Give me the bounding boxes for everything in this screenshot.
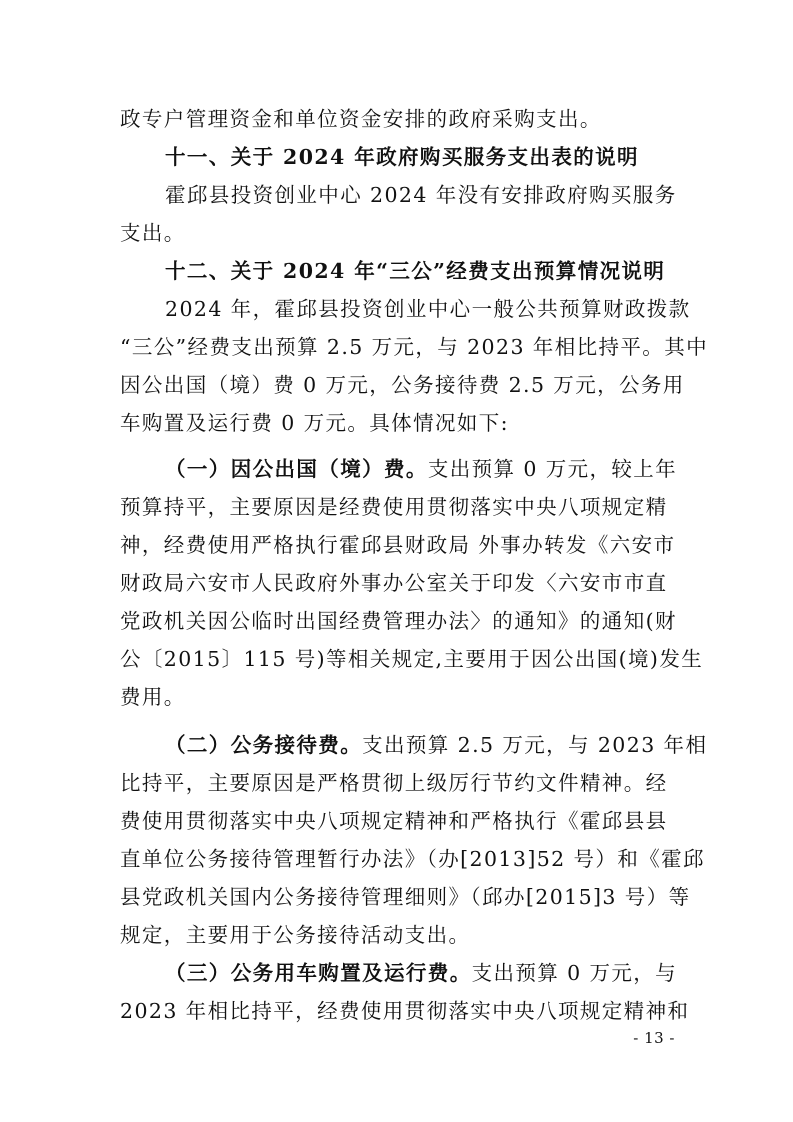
page-number: - 13 - <box>633 1029 675 1047</box>
body-line-19: 费使用贯彻落实中央八项规定精神和严格执行《霍邱县县 <box>120 809 668 833</box>
subsection-1-text: 支出预算 0 万元，较上年 <box>427 457 678 481</box>
section-heading-12: 十二、关于 2024 年“三公”经费支出预算情况说明 <box>165 259 666 283</box>
body-line-22: 规定，主要用于公务接待活动支出。 <box>120 923 471 947</box>
subsection-3-text: 支出预算 0 万元，与 <box>471 961 678 985</box>
body-line-12: 神，经费使用严格执行霍邱县财政局 外事办转发《六安市 <box>120 533 676 557</box>
body-line-20: 直单位公务接待管理暂行办法》（办[2013]52 号）和《霍邱 <box>120 847 705 871</box>
body-line-16: 费用。 <box>120 685 186 709</box>
body-line-24: 2023 年相比持平，经费使用贯彻落实中央八项规定精神和 <box>120 999 690 1023</box>
subsection-2-text: 支出预算 2.5 万元，与 2023 年相 <box>362 733 708 757</box>
body-line-4: 支出。 <box>120 221 186 245</box>
subsection-3-heading: （三）公务用车购置及运行费。 <box>165 961 472 985</box>
body-line-11: 预算持平，主要原因是经费使用贯彻落实中央八项规定精 <box>120 495 668 519</box>
body-line-21: 县党政机关国内公务接待管理细则》（邱办[2015]3 号）等 <box>120 885 691 909</box>
subsection-3-line <box>165 954 680 992</box>
subsection-2-line <box>165 726 708 764</box>
body-line-1: 政专户管理资金和单位资金安排的政府采购支出。 <box>120 107 602 131</box>
body-line-14: 党政机关因公临时出国经费管理办法〉的通知》的通知(财 <box>120 609 677 633</box>
body-line-9: 车购置及运行费 0 万元。具体情况如下: <box>120 411 509 435</box>
section-heading-11: 十一、关于 2024 年政府购买服务支出表的说明 <box>165 145 639 169</box>
subsection-1-line <box>165 450 680 488</box>
body-line-15: 公〔2015〕115 号)等相关规定,主要用于因公出国(境)发生 <box>120 647 704 671</box>
subsection-2-heading: （二）公务接待费。 <box>165 733 363 757</box>
body-line-3: 霍邱县投资创业中心 2024 年没有安排政府购买服务 <box>165 183 677 207</box>
body-line-8: 因公出国（境）费 0 万元，公务接待费 2.5 万元，公务用 <box>120 373 685 397</box>
body-line-7: “三公”经费支出预算 2.5 万元，与 2023 年相比持平。其中 <box>120 335 708 359</box>
subsection-1-heading: （一）因公出国（境）费。 <box>165 457 428 481</box>
body-line-18: 比持平，主要原因是严格贯彻上级厉行节约文件精神。经 <box>120 771 668 795</box>
body-line-13: 财政局六安市人民政府外事办公室关于印发〈六安市市直 <box>120 571 668 595</box>
body-line-6: 2024 年，霍邱县投资创业中心一般公共预算财政拨款 <box>165 297 691 321</box>
